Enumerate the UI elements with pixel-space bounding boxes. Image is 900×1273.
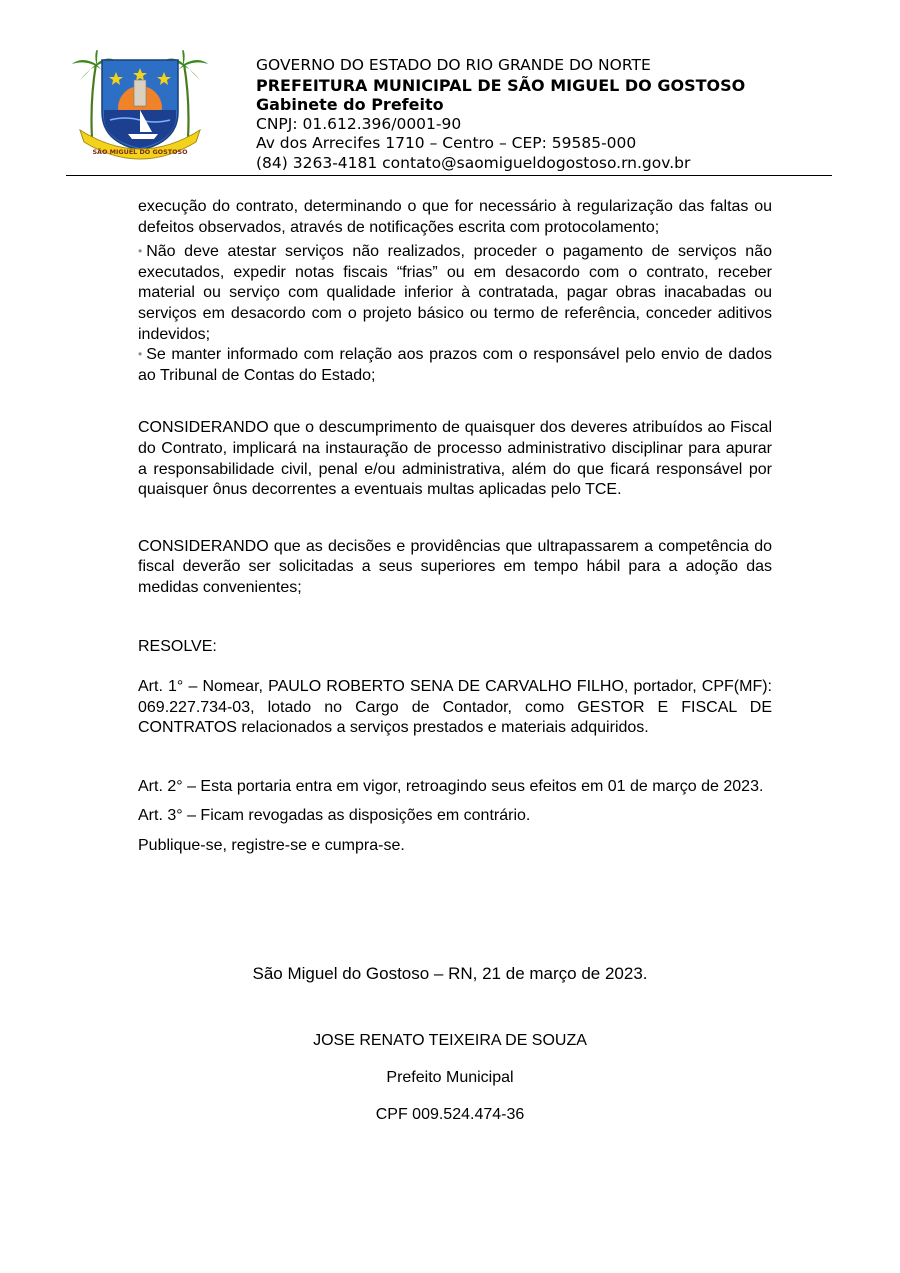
municipality-line: PREFEITURA MUNICIPAL DE SÃO MIGUEL DO GOSTOSO (256, 75, 746, 95)
article-2: Art. 2° – Esta portaria entra em vigor, retroagindo seus efeitos em 01 de março de 2023. (138, 777, 764, 795)
paragraph-considering-2: CONSIDERANDO que as decisões e providências que ultrapassarem a competência do fiscal deverão ser solicitadas a seus superiores em tempo hábil para a adoção das medidas convenientes; (138, 537, 772, 596)
letterhead (0, 0, 900, 180)
office-line: Gabinete do Prefeito (256, 95, 444, 115)
signatory-title: Prefeito Municipal (386, 1069, 514, 1086)
cnpj-line: CNPJ: 01.612.396/0001-90 (256, 114, 462, 133)
document-body (138, 197, 772, 857)
paragraph-contract-execution: execução do contrato, determinando o que for necessário à regularização das faltas ou defeitos observados, através de notificações escrita com protocolamento; (138, 198, 772, 236)
municipal-coat-of-arms (70, 50, 210, 162)
address-line: Av dos Arrecifes 1710 – Centro – CEP: 59585-000 (256, 134, 637, 153)
svg-text:SÃO MIGUEL DO GOSTOSO: SÃO MIGUEL DO GOSTOSO (92, 148, 188, 156)
publication-clause: Publique-se, registre-se e cumpra-se. (138, 837, 405, 855)
signatory-name: JOSE RENATO TEIXEIRA DE SOUZA (313, 1032, 587, 1049)
article-3: Art. 3° – Ficam revogadas as disposições em contrário. (138, 807, 531, 825)
article-1: Art. 1° – Nomear, PAULO ROBERTO SENA DE CARVALHO FILHO, portador, CPF(MF): 069.227.734-03, lotado no Cargo de Contador, como GESTOR E FISCAL DE CONTRATOS relacionados a serviços prestados e materiais adquiridos. (138, 678, 772, 737)
letterhead-text (256, 56, 745, 174)
paragraph-considering-1: CONSIDERANDO que o descumprimento de quaisquer dos deveres atribuídos ao Fiscal do Contrato, implicará na instauração de processo administrativo disciplinar para apurar a responsabilidade civil, penal e/ou administrativa, além do que ficará responsável por quaisquer ônus decorrentes a eventuais multas aplicadas pelo TCE. (138, 419, 772, 499)
resolve-heading: RESOLVE: (138, 637, 217, 655)
bullet-deadlines-text: Se manter informado com relação aos prazos com o responsável pelo envio de dados ao Tribunal de Contas do Estado; (138, 346, 772, 384)
bullet-deadlines (138, 345, 772, 386)
state-government-line: GOVERNO DO ESTADO DO RIO GRANDE DO NORTE (256, 56, 651, 74)
bullet-prohibitions (138, 242, 772, 345)
place-and-date: São Miguel do Gostoso – RN, 21 de março de 2023. (252, 964, 648, 983)
contact-line: (84) 3263-4181 contato@saomigueldogostoso.rn.gov.br (256, 153, 691, 172)
bullet-prohibitions-text: Não deve atestar serviços não realizados, proceder o pagamento de serviços não executados, expedir notas fiscais “frias” ou em desacordo com o contrato, receber material ou serviço com qualidade inferior à contratada, pagar obras inacabadas ou serviços em desacordo com o projeto básico ou termo de referência, conceder aditivos indevidos; (138, 243, 772, 343)
signatory-cpf: CPF 009.524.474-36 (375, 1106, 525, 1123)
header-divider (66, 175, 832, 176)
